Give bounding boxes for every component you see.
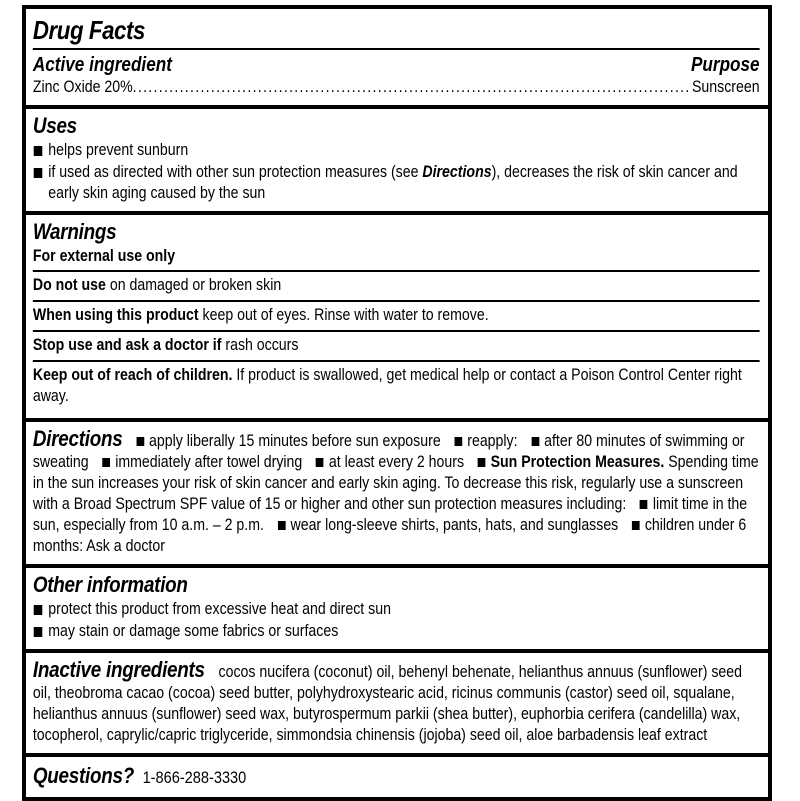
section-title-active-ingredient [26, 9, 768, 105]
directions-item-6-text: Spending time in the sun increases your risk of skin cancer and early skin aging. To decrease this risk, regularly use a sunscreen with a Broad Spectrum SPF value of 15 or higher and other sun protection measures including: [32, 453, 759, 513]
square-bullet-icon [640, 500, 648, 509]
square-bullet-icon [278, 521, 286, 530]
active-ingredient-header-row [33, 53, 760, 77]
purpose-value: Sunscreen [691, 78, 760, 96]
section-uses [26, 105, 768, 211]
square-bullet-icon [531, 437, 539, 446]
purpose-heading: Purpose [691, 54, 760, 76]
directions-paragraph [33, 425, 760, 557]
questions-phone-number: 1-866-288-3330 [142, 768, 247, 787]
warnings-keep-out-text: If product is swallowed, get medical help or contact a Poison Control Center right away. [32, 366, 742, 405]
warnings-when-using-text: keep out of eyes. Rinse with water to remove. [198, 306, 489, 324]
directions-item-3-text: after 80 minutes of swimming or sweating [32, 432, 745, 471]
square-bullet-icon [478, 458, 486, 467]
square-bullet-icon [34, 146, 43, 156]
active-ingredient-heading: Active ingredient [32, 54, 172, 76]
section-warnings [26, 211, 768, 418]
content-wrapper [26, 9, 768, 797]
drug-facts-title: Drug Facts [32, 15, 145, 45]
questions-heading: Questions? [32, 763, 134, 788]
other-information-bullet-1-text: protect this product from excessive heat and direct sun [48, 600, 391, 618]
square-bullet-icon [34, 168, 43, 178]
directions-item-1 [136, 432, 440, 450]
warnings-do-not-use-text: on damaged or broken skin [105, 276, 282, 294]
other-information-heading: Other information [32, 572, 188, 597]
other-information-bullet-1 [33, 599, 760, 620]
other-information-bullet-2-text: may stain or damage some fabrics or surfaces [48, 622, 339, 640]
directions-item-7-text: limit time in the sun, especially from 10 a.m. – 2 p.m. [32, 495, 748, 534]
directions-item-8 [264, 516, 618, 534]
directions-item-5 [302, 453, 464, 471]
other-information-bullet-2 [33, 621, 760, 642]
warnings-stop-use-row [33, 330, 760, 360]
square-bullet-icon [34, 605, 43, 615]
active-ingredient-row [33, 77, 760, 98]
uses-bullet-2-post: ), decreases the risk of skin cancer and early skin aging caused by the sun [48, 163, 738, 202]
section-other-information [26, 564, 768, 649]
warnings-keep-out-bold: Keep out of reach of children. [32, 366, 233, 384]
uses-bullet-1-text: helps prevent sunburn [48, 141, 189, 159]
inactive-ingredients-heading: Inactive ingredients [32, 657, 205, 682]
section-questions [26, 753, 768, 797]
warnings-keep-out-row [33, 360, 760, 411]
uses-bullet-2-pre: if used as directed with other sun protection measures (see [48, 163, 423, 181]
warnings-do-not-use-bold: Do not use [32, 276, 106, 294]
warnings-external-use: For external use only [32, 247, 176, 265]
uses-bullet-2 [33, 162, 760, 204]
directions-item-9-text: children under 6 months: Ask a doctor [32, 516, 747, 555]
directions-item-4 [89, 453, 303, 471]
warnings-heading: Warnings [32, 219, 117, 244]
directions-item-2 [441, 432, 518, 450]
directions-item-2-text: reapply: [467, 432, 518, 450]
square-bullet-icon [102, 458, 110, 467]
uses-bullet-1 [33, 140, 760, 161]
square-bullet-icon [454, 437, 462, 446]
square-bullet-icon [136, 437, 144, 446]
warnings-when-using-bold: When using this product [32, 306, 199, 324]
section-directions [26, 418, 768, 564]
active-ingredient-name: Zinc Oxide 20% [32, 78, 133, 96]
inactive-ingredients-text: cocos nucifera (coconut) oil, behenyl behenate, helianthus annuus (sunflower) seed oil, theobroma cacao (cocoa) seed butter, polyhydroxystearic acid, ricinus communis (castor) seed oil, squalane, helianthus annuus (sunflower) seed wax, butyrospermum parkii (shea butter), euphorbia cerifera (candelilla) wax, tocopherol, caprylic/capric triglyceride, simmondsia chinensis (jojoba) seed oil, aloe barbadensis leaf extract [32, 663, 743, 744]
section-inactive-ingredients [26, 649, 768, 753]
warnings-stop-use-bold: Stop use and ask a doctor if [32, 336, 222, 354]
uses-bullet-2-directions-ref: Directions [422, 163, 492, 181]
drug-facts-panel [22, 5, 772, 801]
uses-heading: Uses [32, 113, 77, 138]
uses-bullet-2-text [48, 162, 759, 204]
title-divider [33, 48, 760, 50]
inactive-ingredients-paragraph [33, 656, 760, 746]
square-bullet-icon [316, 458, 324, 467]
directions-item-8-text: wear long-sleeve shirts, pants, hats, and sunglasses [290, 516, 619, 534]
warnings-do-not-use-row [33, 270, 760, 300]
warnings-stop-use-text: rash occurs [221, 336, 299, 354]
dot-leader [133, 77, 692, 98]
directions-item-4-text: immediately after towel drying [115, 453, 303, 471]
square-bullet-icon [632, 521, 640, 530]
directions-heading: Directions [32, 426, 123, 451]
directions-item-5-text: at least every 2 hours [328, 453, 465, 471]
warnings-when-using-row [33, 300, 760, 330]
directions-item-1-text: apply liberally 15 minutes before sun exposure [149, 432, 441, 450]
square-bullet-icon [34, 627, 43, 637]
directions-item-6-bold: Sun Protection Measures. [490, 453, 665, 471]
